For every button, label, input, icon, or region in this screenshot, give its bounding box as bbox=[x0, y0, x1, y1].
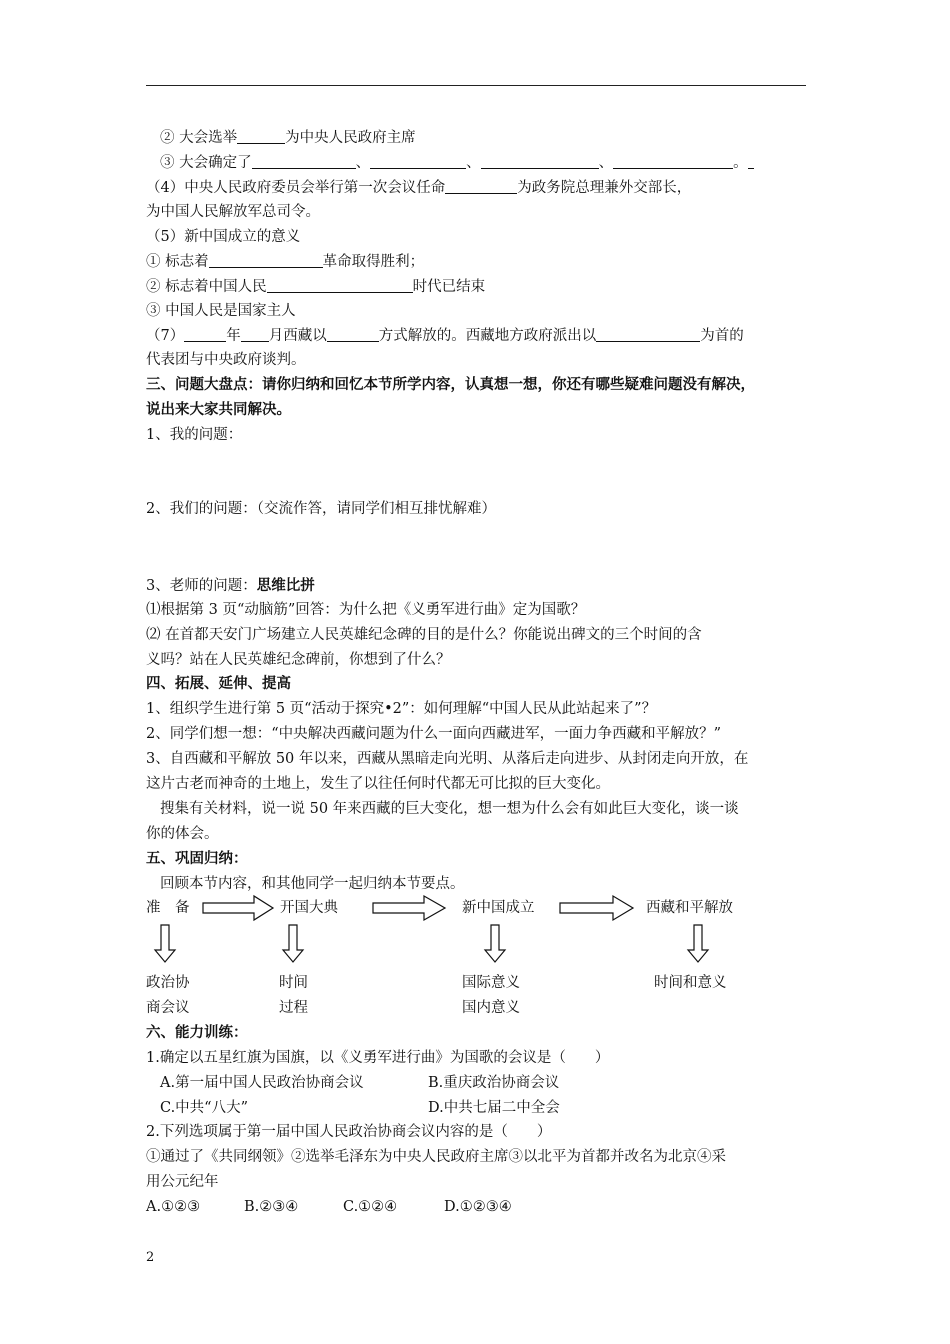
extension-4: 搜集有关材料，说一说 50 年来西藏的巨大变化，想一想为什么会有如此巨大变化，谈一谈 bbox=[160, 801, 739, 817]
right-arrow bbox=[203, 896, 273, 920]
item-tibet-cont: 代表团与中央政府谈判。 bbox=[146, 352, 306, 368]
down-arrow bbox=[688, 925, 708, 962]
exercise-2: 2.下列选项属于第一届中国人民政治协商会议内容的是（ ） bbox=[146, 1124, 552, 1140]
question-teacher: 3、老师的问题：思维比拼 bbox=[146, 577, 315, 594]
extension-3-cont: 这片古老而神奇的土地上，发生了以往任何时代都无可比拟的巨大变化。 bbox=[146, 776, 610, 792]
section5-intro: 回顾本节内容，和其他同学一起归纳本节要点。 bbox=[160, 876, 465, 892]
question-monument: ⑵ 在首都天安门广场建立人民英雄纪念碑的目的是什么？你能说出碑文的三个时间的含 bbox=[146, 627, 702, 643]
item-tibet: （7） 年 月西藏以 方式解放的。西藏地方政府派出以 为首的 bbox=[146, 325, 744, 347]
option-1b[interactable]: B.重庆政治协商会议 bbox=[428, 1075, 560, 1091]
option-2b[interactable]: B.②③④ bbox=[244, 1199, 299, 1215]
section6-heading: 六、能力训练： bbox=[146, 1024, 248, 1041]
node-tibet: 西藏和平解放 bbox=[646, 900, 733, 916]
sub-cppcc: 政治协 bbox=[146, 975, 190, 991]
right-arrow bbox=[560, 896, 633, 920]
section5-heading: 五、巩固归纳： bbox=[146, 850, 248, 867]
item-elect-chairman: ② 大会选举 为中央人民政府主席 bbox=[160, 127, 416, 149]
section3-heading: 三、问题大盘点：请你归纳和回忆本节所学内容，认真想一想，你还有哪些疑难问题没有解决， bbox=[146, 376, 755, 393]
node-prepare: 准 备 bbox=[146, 900, 190, 916]
extension-3: 3、自西藏和平解放 50 年以来，西藏从黑暗走向光明、从落后走向进步、从封闭走向开放，在 bbox=[146, 751, 749, 767]
down-arrow bbox=[155, 925, 175, 962]
node-founding: 新中国成立 bbox=[462, 900, 535, 916]
item-sig-3: ③ 中国人民是国家主人 bbox=[146, 303, 296, 319]
sub-time-meaning: 时间和意义 bbox=[654, 975, 727, 991]
exercise-2-items-cont: 用公元纪年 bbox=[146, 1174, 219, 1190]
exercise-2-items: ①通过了《共同纲领》②选举毛泽东为中央人民政府主席③以北平为首都并改名为北京④采 bbox=[146, 1149, 726, 1165]
question-ours: 2、我们的问题：（交流作答，请同学们相互排忧解难） bbox=[146, 501, 496, 517]
question-mine: 1、我的问题： bbox=[146, 427, 243, 443]
option-1d[interactable]: D.中共七届二中全会 bbox=[428, 1100, 560, 1116]
sub-process: 过程 bbox=[279, 1000, 308, 1016]
sub-domestic: 国内意义 bbox=[462, 1000, 520, 1016]
right-arrow bbox=[373, 896, 445, 920]
node-ceremony: 开国大典 bbox=[280, 900, 338, 916]
option-1a[interactable]: A.第一届中国人民政治协商会议 bbox=[160, 1075, 364, 1091]
sub-intl: 国际意义 bbox=[462, 975, 520, 991]
question-monument-cont: 义吗？站在人民英雄纪念碑前，你想到了什么？ bbox=[146, 652, 451, 668]
sub-cppcc-cont: 商会议 bbox=[146, 1000, 190, 1016]
option-2d[interactable]: D.①②③④ bbox=[444, 1199, 512, 1215]
item-appoint: （4）中央人民政府委员会举行第一次会议任命 为政务院总理兼外交部长， bbox=[146, 177, 691, 199]
sub-time: 时间 bbox=[279, 975, 308, 991]
extension-1: 1、组织学生进行第 5 页“活动于探究•2”：如何理解“中国人民从此站起来了”？ bbox=[146, 701, 657, 717]
item-commander: 为中国人民解放军总司令。 bbox=[146, 204, 320, 220]
exercise-1: 1.确定以五星红旗为国旗，以《义勇军进行曲》为国歌的会议是（ ） bbox=[146, 1050, 610, 1066]
option-2c[interactable]: C.①②④ bbox=[343, 1199, 398, 1215]
page-number: 2 bbox=[146, 1250, 155, 1265]
down-arrow bbox=[283, 925, 303, 962]
question-anthem: ⑴根据第 3 页“动脑筋”回答：为什么把《义勇军进行曲》定为国歌？ bbox=[146, 602, 586, 618]
section4-heading: 四、拓展、延伸、提高 bbox=[146, 675, 291, 692]
item-confirm: ③ 大会确定了 、 、 、 。 bbox=[160, 152, 754, 174]
extension-4-cont: 你的体会。 bbox=[146, 826, 219, 842]
item-significance: （5）新中国成立的意义 bbox=[146, 229, 301, 245]
item-sig-2: ② 标志着中国人民 时代已结束 bbox=[146, 276, 485, 298]
section3-heading-cont: 说出来大家共同解决。 bbox=[146, 401, 291, 418]
option-2a[interactable]: A.①②③ bbox=[146, 1199, 201, 1215]
item-sig-1: ① 标志着 革命取得胜利； bbox=[146, 251, 424, 273]
down-arrow bbox=[485, 925, 505, 962]
option-1c[interactable]: C.中共“八大” bbox=[160, 1100, 249, 1116]
extension-2: 2、同学们想一想：“中央解决西藏问题为什么一面向西藏进军，一面力争西藏和平解放？” bbox=[146, 726, 722, 742]
